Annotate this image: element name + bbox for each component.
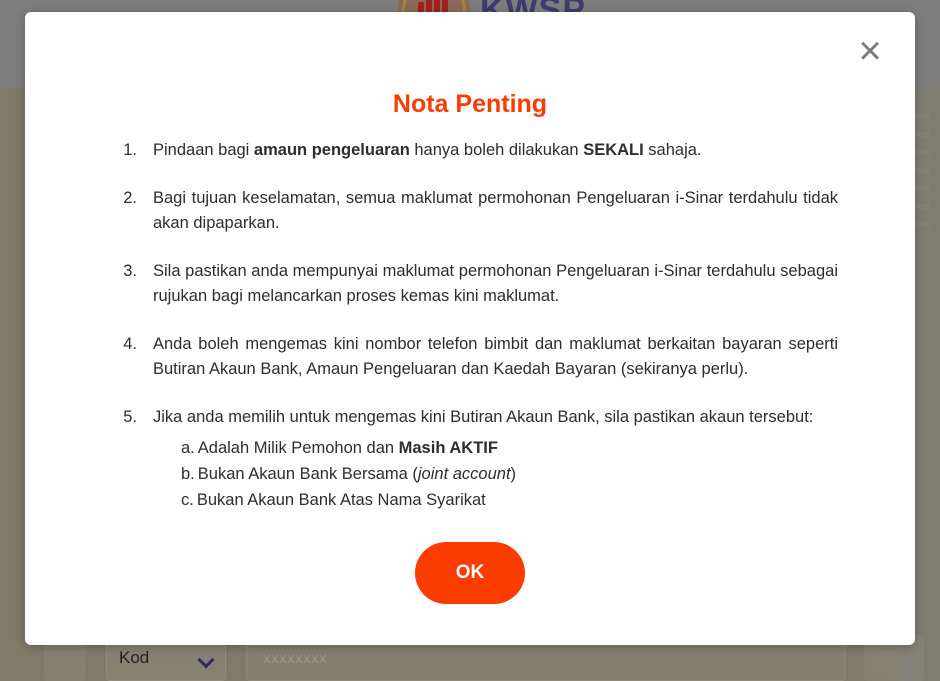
note-item: [103, 186, 838, 237]
modal-title: Nota Penting: [392, 90, 548, 118]
note-text-run: Bukan Akaun Bank Atas Nama Syarikat: [196, 491, 486, 510]
note-text-run: hanya boleh dilakukan: [409, 141, 584, 159]
note-number: 1.: [123, 141, 137, 159]
modal-body: [103, 138, 838, 514]
note-text-run: Masih AKTIF: [398, 438, 498, 457]
note-text-run: Adalah Milik Pemohon dan: [197, 438, 399, 457]
kod-select-label: Kod: [119, 648, 150, 667]
note-number: 5.: [123, 407, 137, 426]
nota-penting-modal: [25, 12, 915, 645]
modal-footer: [25, 542, 915, 604]
note-text-run: sahaja.: [643, 141, 702, 159]
note-subitem: [181, 461, 838, 487]
chevron-down-icon: [199, 654, 213, 663]
note-item: [103, 138, 838, 164]
note-subitem: [181, 435, 838, 461]
note-number: 4.: [123, 334, 137, 353]
note-text: [153, 262, 838, 306]
note-text-run: Sila pastikan anda mempunyai maklumat permohonan Pengeluaran i-Sinar terdahulu sebagai rujukan bagi melancarkan proses kemas kini maklumat.: [153, 261, 838, 306]
note-text-run: ): [510, 464, 517, 483]
note-subitem-label: a.: [181, 438, 195, 457]
note-text-run: amaun pengeluaran: [253, 141, 410, 159]
note-text-run: joint account: [417, 464, 511, 483]
note-text: [153, 335, 838, 379]
note-subitem-list: [153, 435, 838, 514]
note-number: 3.: [123, 261, 137, 280]
note-subitem: [181, 487, 838, 513]
note-text-run: Bukan Akaun Bank Bersama (: [197, 464, 418, 483]
note-text-run: SEKALI: [583, 141, 644, 159]
note-item: [103, 332, 838, 383]
note-number: 2.: [123, 188, 137, 207]
note-subitem-label: b.: [181, 464, 195, 483]
close-icon[interactable]: ×: [847, 28, 893, 74]
note-item: [103, 405, 838, 514]
note-text-run: Bagi tujuan keselamatan, semua maklumat permohonan Pengeluaran i-Sinar terdahulu tidak akan dipaparkan.: [153, 188, 838, 233]
notes-list: [103, 138, 838, 514]
note-text-run: Pindaan bagi: [153, 141, 254, 159]
note-item: [103, 259, 838, 310]
note-text: [153, 189, 838, 233]
note-text-run: Jika anda memilih untuk mengemas kini Butiran Akaun Bank, sila pastikan akaun tersebut:: [153, 407, 814, 426]
note-subitem-label: c.: [181, 491, 194, 510]
note-text-run: Anda boleh mengemas kini nombor telefon bimbit dan maklumat berkaitan bayaran seperti Butiran Akaun Bank, Amaun Pengeluaran dan Kaedah Bayaran (sekiranya perlu).: [153, 334, 838, 379]
note-text: [153, 141, 702, 159]
ok-button[interactable]: OK: [415, 542, 525, 604]
account-number-input-placeholder: xxxxxxxx: [263, 649, 327, 667]
note-text: [153, 408, 813, 426]
